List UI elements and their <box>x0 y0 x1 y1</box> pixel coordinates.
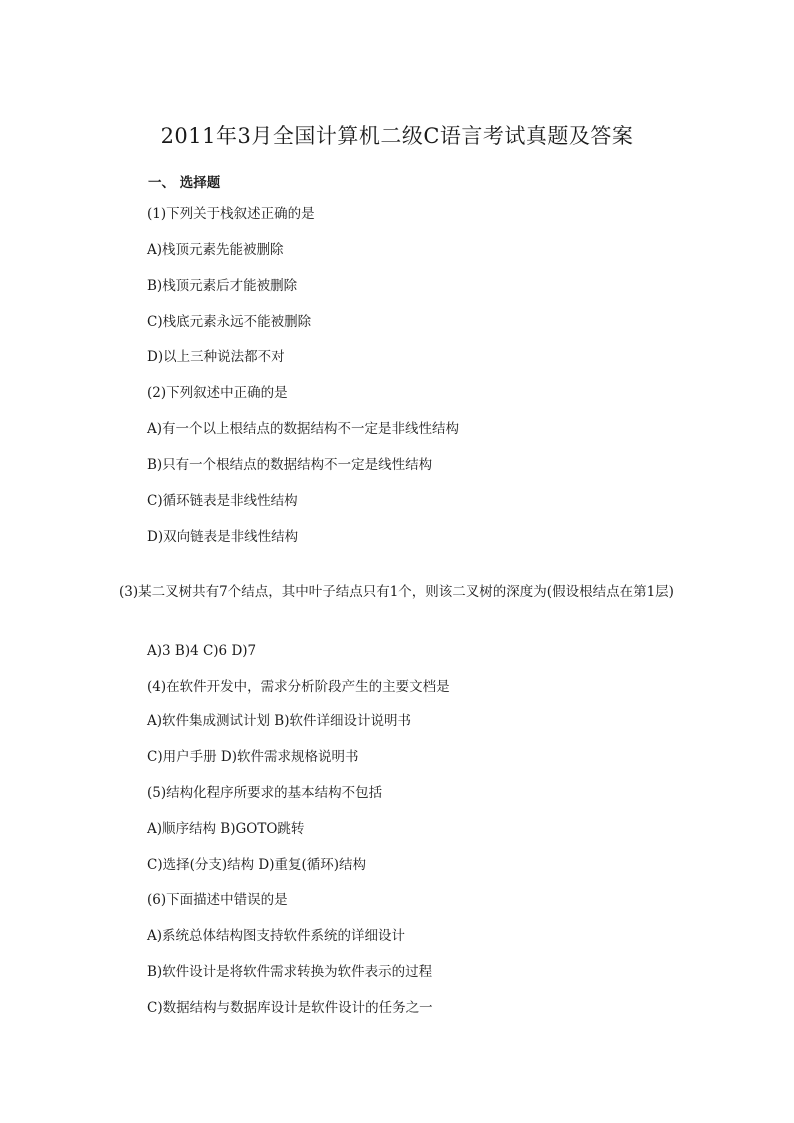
option-line: A)栈顶元素先能被删除 <box>147 242 284 258</box>
option-line: B)只有一个根结点的数据结构不一定是线性结构 <box>147 457 433 473</box>
section-heading: 一、 选择题 <box>148 175 221 191</box>
document-title: 2011年3月全国计算机二级C语言考试真题及答案 <box>160 124 634 148</box>
option-line: A)顺序结构 B)GOTO跳转 <box>147 821 305 837</box>
option-line: C)循环链表是非线性结构 <box>147 493 298 509</box>
option-line: B)软件设计是将软件需求转换为软件表示的过程 <box>147 964 433 980</box>
option-line: C)数据结构与数据库设计是软件设计的任务之一 <box>147 1000 433 1016</box>
option-line: D)以上三种说法都不对 <box>147 349 285 365</box>
question-2: (2)下列叙述中正确的是 <box>147 385 288 401</box>
option-line: A)有一个以上根结点的数据结构不一定是非线性结构 <box>147 421 460 437</box>
option-line: D)双向链表是非线性结构 <box>147 529 299 545</box>
question-3: (3)某二叉树共有7个结点，其中叶子结点只有1个，则该二叉树的深度为(假设根结点在第1层) <box>119 584 674 600</box>
question-4: (4)在软件开发中，需求分析阶段产生的主要文档是 <box>147 679 450 695</box>
question-5: (5)结构化程序所要求的基本结构不包括 <box>147 785 383 801</box>
question-1: (1)下列关于栈叙述正确的是 <box>147 206 315 222</box>
question-6: (6)下面描述中错误的是 <box>147 892 288 908</box>
option-line: B)栈顶元素后才能被删除 <box>147 278 298 294</box>
option-line: A)3 B)4 C)6 D)7 <box>147 643 257 659</box>
option-line: C)选择(分支)结构 D)重复(循环)结构 <box>147 857 367 873</box>
option-line: C)栈底元素永远不能被删除 <box>147 314 312 330</box>
option-line: C)用户手册 D)软件需求规格说明书 <box>147 749 359 765</box>
option-line: A)软件集成测试计划 B)软件详细设计说明书 <box>147 713 411 729</box>
option-line: A)系统总体结构图支持软件系统的详细设计 <box>147 928 406 944</box>
